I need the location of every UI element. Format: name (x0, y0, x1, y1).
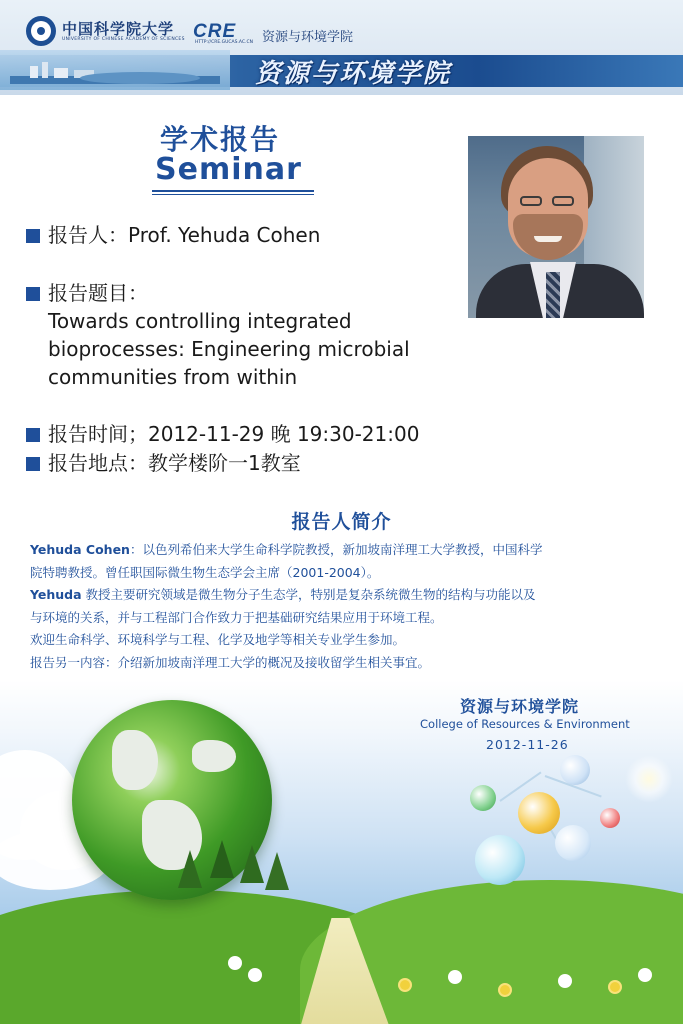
speaker-line (26, 221, 320, 249)
background-scene (0, 680, 683, 1024)
bio-name: Yehuda Cohen (30, 542, 130, 557)
bio-text (30, 539, 660, 674)
bio-paragraph-2a: 教授主要研究领域是微生物分子生态学，特别是复杂系统微生物的结构与功能以及 (81, 587, 536, 602)
topic-label-line (26, 279, 148, 307)
banner-city-silhouette (10, 58, 220, 84)
ucas-emblem-icon (26, 16, 56, 46)
bio-paragraph-3: 欢迎生命科学、环境科学与工程、化学及地学等相关专业学生参加。 (30, 632, 406, 647)
cre-url: HTTP://CRE.GUCAS.AC.CN (195, 40, 253, 45)
topic-line-1: Towards controlling integrated (48, 309, 352, 333)
department-name: 资源与环境学院 (262, 30, 354, 45)
title-underline (152, 190, 314, 195)
bullet-square-icon (26, 287, 40, 301)
bio-name-2: Yehuda (30, 587, 82, 602)
college-name-en: College of Resources & Environment (420, 717, 630, 731)
bio-paragraph-1 (30, 539, 660, 562)
time-text: 报告时间；2012-11-29 晚 19:30-21:00 (48, 422, 420, 446)
bio-paragraph-1b: 院特聘教授。曾任职国际微生物生态学会主席（2001-2004）。 (30, 564, 380, 580)
title-english: Seminar (155, 152, 302, 187)
bullet-square-icon (26, 428, 40, 442)
bullet-square-icon (26, 229, 40, 243)
time-line (26, 420, 419, 448)
bio-paragraph-1a: ：以色列希伯来大学生命科学院教授，新加坡南洋理工大学教授，中国科学 (129, 542, 543, 557)
header-banner (0, 0, 683, 95)
bio-paragraph-4: 报告另一内容：介绍新加坡南洋理工大学的概况及接收留学生相关事宜。 (30, 654, 431, 670)
bullet-square-icon (26, 457, 40, 471)
cre-logo: CRE (193, 21, 237, 42)
place-text: 报告地点：教学楼阶一1教室 (48, 451, 301, 475)
place-line (26, 449, 301, 477)
university-english-name: UNIVERSITY OF CHINESE ACADEMY OF SCIENCES (62, 37, 185, 42)
university-name: 中国科学院大学 (62, 20, 175, 38)
topic-line-2: bioprocesses: Engineering microbial (48, 337, 410, 361)
banner-art-text: 资源与环境学院 (255, 59, 452, 89)
speaker-text: 报告人：Prof. Yehuda Cohen (48, 223, 321, 247)
speaker-photo (468, 136, 644, 318)
title-chinese: 学术报告 (160, 123, 281, 156)
bio-heading: 报告人简介 (291, 511, 392, 533)
college-name-zh: 资源与环境学院 (460, 697, 580, 716)
bio-paragraph-2b: 与环境的关系，并与工程部门合作致力于把基础研究结果应用于环境工程。 (30, 609, 443, 625)
bio-paragraph-2 (30, 584, 660, 607)
topic-line-3: communities from within (48, 365, 298, 389)
issue-date: 2012-11-26 (486, 737, 569, 752)
topic-label: 报告题目： (48, 281, 148, 305)
